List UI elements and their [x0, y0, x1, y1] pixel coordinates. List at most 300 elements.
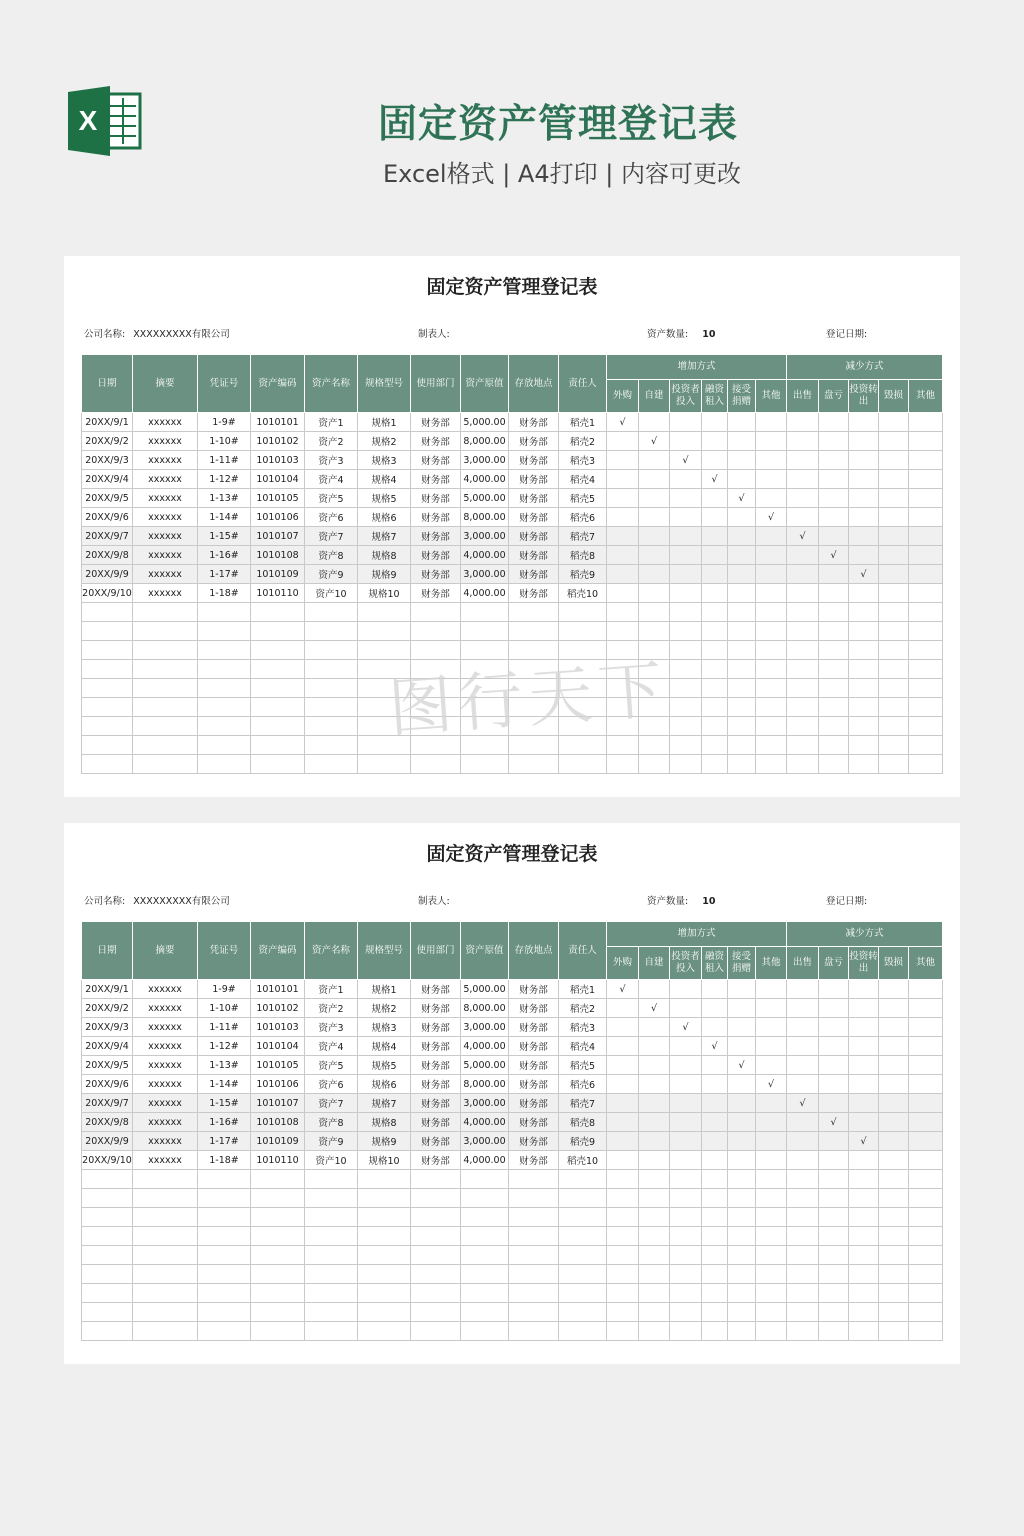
- cell-increase-method[interactable]: [670, 980, 702, 999]
- cell-code[interactable]: 1010101: [251, 413, 305, 432]
- empty-cell[interactable]: [639, 736, 670, 755]
- cell-name[interactable]: 资产5: [305, 1056, 358, 1075]
- empty-cell[interactable]: [133, 622, 198, 641]
- empty-cell[interactable]: [251, 660, 305, 679]
- cell-date[interactable]: 20XX/9/6: [82, 1075, 133, 1094]
- cell-increase-method[interactable]: √: [639, 999, 670, 1018]
- empty-cell[interactable]: [509, 1265, 559, 1284]
- cell-summary[interactable]: xxxxxx: [133, 565, 198, 584]
- empty-cell[interactable]: [702, 755, 728, 774]
- empty-cell[interactable]: [849, 1208, 879, 1227]
- empty-cell[interactable]: [787, 1322, 819, 1341]
- cell-decrease-method[interactable]: [909, 1094, 943, 1113]
- cell-decrease-method[interactable]: [819, 1056, 849, 1075]
- cell-summary[interactable]: xxxxxx: [133, 546, 198, 565]
- empty-cell[interactable]: [559, 1303, 607, 1322]
- cell-voucher[interactable]: 1-16#: [198, 1113, 251, 1132]
- cell-increase-method[interactable]: [756, 546, 787, 565]
- empty-cell[interactable]: [756, 1189, 787, 1208]
- cell-increase-method[interactable]: [639, 1151, 670, 1170]
- empty-cell[interactable]: [509, 1227, 559, 1246]
- empty-cell[interactable]: [702, 1303, 728, 1322]
- empty-cell[interactable]: [411, 603, 461, 622]
- empty-cell[interactable]: [358, 622, 411, 641]
- empty-cell[interactable]: [879, 1227, 909, 1246]
- empty-cell[interactable]: [909, 641, 943, 660]
- empty-cell[interactable]: [251, 1189, 305, 1208]
- empty-cell[interactable]: [82, 717, 133, 736]
- empty-cell[interactable]: [819, 679, 849, 698]
- empty-cell[interactable]: [639, 755, 670, 774]
- cell-decrease-method[interactable]: [819, 413, 849, 432]
- empty-cell[interactable]: [509, 755, 559, 774]
- cell-increase-method[interactable]: [702, 527, 728, 546]
- cell-decrease-method[interactable]: [909, 565, 943, 584]
- cell-location[interactable]: 财务部: [509, 1132, 559, 1151]
- empty-cell[interactable]: [787, 660, 819, 679]
- empty-cell[interactable]: [411, 1227, 461, 1246]
- cell-decrease-method[interactable]: [787, 584, 819, 603]
- cell-voucher[interactable]: 1-13#: [198, 489, 251, 508]
- empty-cell[interactable]: [639, 1265, 670, 1284]
- empty-cell[interactable]: [702, 1227, 728, 1246]
- empty-cell[interactable]: [198, 698, 251, 717]
- cell-increase-method[interactable]: [728, 451, 756, 470]
- empty-cell[interactable]: [461, 1189, 509, 1208]
- empty-cell[interactable]: [702, 1208, 728, 1227]
- empty-cell[interactable]: [607, 1170, 639, 1189]
- empty-cell[interactable]: [849, 641, 879, 660]
- cell-date[interactable]: 20XX/9/6: [82, 508, 133, 527]
- cell-date[interactable]: 20XX/9/8: [82, 546, 133, 565]
- cell-increase-method[interactable]: √: [756, 508, 787, 527]
- cell-increase-method[interactable]: [607, 1018, 639, 1037]
- empty-cell[interactable]: [756, 1303, 787, 1322]
- empty-cell[interactable]: [82, 660, 133, 679]
- empty-cell[interactable]: [509, 1322, 559, 1341]
- empty-cell[interactable]: [670, 1303, 702, 1322]
- cell-decrease-method[interactable]: [819, 527, 849, 546]
- empty-cell[interactable]: [819, 641, 849, 660]
- cell-name[interactable]: 资产3: [305, 451, 358, 470]
- cell-decrease-method[interactable]: [909, 546, 943, 565]
- cell-decrease-method[interactable]: [879, 527, 909, 546]
- cell-date[interactable]: 20XX/9/3: [82, 1018, 133, 1037]
- cell-value[interactable]: 3,000.00: [461, 1018, 509, 1037]
- empty-cell[interactable]: [82, 1246, 133, 1265]
- cell-dept[interactable]: 财务部: [411, 1151, 461, 1170]
- cell-decrease-method[interactable]: [819, 1132, 849, 1151]
- empty-cell[interactable]: [849, 736, 879, 755]
- cell-increase-method[interactable]: [702, 1075, 728, 1094]
- cell-value[interactable]: 4,000.00: [461, 1151, 509, 1170]
- empty-cell[interactable]: [819, 1227, 849, 1246]
- cell-increase-method[interactable]: √: [670, 1018, 702, 1037]
- cell-code[interactable]: 1010108: [251, 1113, 305, 1132]
- cell-decrease-method[interactable]: [909, 413, 943, 432]
- cell-date[interactable]: 20XX/9/8: [82, 1113, 133, 1132]
- empty-cell[interactable]: [639, 1170, 670, 1189]
- cell-spec[interactable]: 规格9: [358, 1132, 411, 1151]
- empty-cell[interactable]: [909, 679, 943, 698]
- empty-cell[interactable]: [133, 1265, 198, 1284]
- cell-increase-method[interactable]: √: [702, 470, 728, 489]
- empty-cell[interactable]: [702, 622, 728, 641]
- empty-cell[interactable]: [756, 1170, 787, 1189]
- empty-cell[interactable]: [411, 1170, 461, 1189]
- empty-cell[interactable]: [358, 755, 411, 774]
- empty-cell[interactable]: [879, 698, 909, 717]
- empty-cell[interactable]: [728, 1265, 756, 1284]
- cell-increase-method[interactable]: [607, 527, 639, 546]
- cell-spec[interactable]: 规格8: [358, 1113, 411, 1132]
- empty-cell[interactable]: [411, 1284, 461, 1303]
- empty-cell[interactable]: [559, 1227, 607, 1246]
- empty-cell[interactable]: [461, 1284, 509, 1303]
- empty-cell[interactable]: [82, 603, 133, 622]
- cell-summary[interactable]: xxxxxx: [133, 527, 198, 546]
- empty-cell[interactable]: [251, 736, 305, 755]
- cell-name[interactable]: 资产6: [305, 508, 358, 527]
- empty-cell[interactable]: [879, 641, 909, 660]
- cell-owner[interactable]: 稻壳9: [559, 1132, 607, 1151]
- cell-voucher[interactable]: 1-12#: [198, 470, 251, 489]
- cell-increase-method[interactable]: [607, 1037, 639, 1056]
- empty-cell[interactable]: [670, 660, 702, 679]
- cell-increase-method[interactable]: [702, 508, 728, 527]
- empty-cell[interactable]: [639, 622, 670, 641]
- empty-cell[interactable]: [787, 755, 819, 774]
- empty-cell[interactable]: [849, 660, 879, 679]
- empty-cell[interactable]: [251, 1208, 305, 1227]
- cell-date[interactable]: 20XX/9/2: [82, 999, 133, 1018]
- empty-cell[interactable]: [198, 1265, 251, 1284]
- empty-cell[interactable]: [670, 1265, 702, 1284]
- empty-cell[interactable]: [849, 755, 879, 774]
- empty-cell[interactable]: [411, 1322, 461, 1341]
- cell-summary[interactable]: xxxxxx: [133, 1094, 198, 1113]
- cell-increase-method[interactable]: [607, 546, 639, 565]
- empty-cell[interactable]: [607, 1208, 639, 1227]
- cell-owner[interactable]: 稻壳7: [559, 527, 607, 546]
- cell-decrease-method[interactable]: [879, 489, 909, 508]
- empty-cell[interactable]: [305, 1303, 358, 1322]
- cell-increase-method[interactable]: [756, 980, 787, 999]
- empty-cell[interactable]: [728, 736, 756, 755]
- empty-cell[interactable]: [702, 603, 728, 622]
- cell-increase-method[interactable]: [756, 451, 787, 470]
- cell-dept[interactable]: 财务部: [411, 527, 461, 546]
- cell-decrease-method[interactable]: [909, 1132, 943, 1151]
- cell-decrease-method[interactable]: [787, 432, 819, 451]
- empty-cell[interactable]: [728, 1246, 756, 1265]
- cell-date[interactable]: 20XX/9/2: [82, 432, 133, 451]
- cell-increase-method[interactable]: [756, 489, 787, 508]
- cell-value[interactable]: 8,000.00: [461, 508, 509, 527]
- empty-cell[interactable]: [702, 679, 728, 698]
- cell-increase-method[interactable]: [639, 546, 670, 565]
- empty-cell[interactable]: [559, 1322, 607, 1341]
- cell-location[interactable]: 财务部: [509, 1113, 559, 1132]
- cell-increase-method[interactable]: [607, 470, 639, 489]
- cell-increase-method[interactable]: [639, 489, 670, 508]
- cell-increase-method[interactable]: [728, 584, 756, 603]
- empty-cell[interactable]: [909, 1227, 943, 1246]
- empty-cell[interactable]: [670, 1322, 702, 1341]
- cell-value[interactable]: 4,000.00: [461, 584, 509, 603]
- cell-name[interactable]: 资产5: [305, 489, 358, 508]
- cell-date[interactable]: 20XX/9/7: [82, 527, 133, 546]
- cell-voucher[interactable]: 1-11#: [198, 451, 251, 470]
- empty-cell[interactable]: [909, 736, 943, 755]
- empty-cell[interactable]: [787, 603, 819, 622]
- cell-increase-method[interactable]: [756, 584, 787, 603]
- cell-owner[interactable]: 稻壳2: [559, 432, 607, 451]
- cell-increase-method[interactable]: [670, 1113, 702, 1132]
- cell-decrease-method[interactable]: [909, 584, 943, 603]
- empty-cell[interactable]: [670, 1208, 702, 1227]
- empty-cell[interactable]: [849, 679, 879, 698]
- cell-dept[interactable]: 财务部: [411, 413, 461, 432]
- cell-decrease-method[interactable]: [879, 584, 909, 603]
- cell-dept[interactable]: 财务部: [411, 565, 461, 584]
- empty-cell[interactable]: [509, 603, 559, 622]
- cell-increase-method[interactable]: [639, 1075, 670, 1094]
- empty-cell[interactable]: [728, 1227, 756, 1246]
- cell-value[interactable]: 5,000.00: [461, 1056, 509, 1075]
- cell-date[interactable]: 20XX/9/5: [82, 489, 133, 508]
- cell-spec[interactable]: 规格3: [358, 451, 411, 470]
- cell-increase-method[interactable]: [639, 1018, 670, 1037]
- cell-summary[interactable]: xxxxxx: [133, 489, 198, 508]
- cell-value[interactable]: 3,000.00: [461, 565, 509, 584]
- cell-increase-method[interactable]: [670, 584, 702, 603]
- cell-dept[interactable]: 财务部: [411, 451, 461, 470]
- empty-cell[interactable]: [133, 698, 198, 717]
- cell-value[interactable]: 8,000.00: [461, 1075, 509, 1094]
- empty-cell[interactable]: [133, 1303, 198, 1322]
- cell-decrease-method[interactable]: [849, 451, 879, 470]
- empty-cell[interactable]: [787, 698, 819, 717]
- cell-summary[interactable]: xxxxxx: [133, 1113, 198, 1132]
- empty-cell[interactable]: [702, 698, 728, 717]
- cell-increase-method[interactable]: [702, 980, 728, 999]
- cell-voucher[interactable]: 1-15#: [198, 527, 251, 546]
- cell-decrease-method[interactable]: [819, 1151, 849, 1170]
- empty-cell[interactable]: [509, 1303, 559, 1322]
- cell-summary[interactable]: xxxxxx: [133, 1132, 198, 1151]
- cell-owner[interactable]: 稻壳3: [559, 451, 607, 470]
- cell-decrease-method[interactable]: [849, 508, 879, 527]
- cell-decrease-method[interactable]: [787, 1075, 819, 1094]
- cell-spec[interactable]: 规格10: [358, 1151, 411, 1170]
- cell-increase-method[interactable]: [702, 1018, 728, 1037]
- cell-code[interactable]: 1010105: [251, 1056, 305, 1075]
- empty-cell[interactable]: [819, 603, 849, 622]
- cell-decrease-method[interactable]: [849, 1151, 879, 1170]
- cell-location[interactable]: 财务部: [509, 1018, 559, 1037]
- empty-cell[interactable]: [909, 622, 943, 641]
- empty-cell[interactable]: [82, 1265, 133, 1284]
- empty-cell[interactable]: [305, 1170, 358, 1189]
- cell-voucher[interactable]: 1-14#: [198, 1075, 251, 1094]
- cell-value[interactable]: 4,000.00: [461, 1113, 509, 1132]
- cell-value[interactable]: 5,000.00: [461, 413, 509, 432]
- empty-cell[interactable]: [756, 736, 787, 755]
- cell-dept[interactable]: 财务部: [411, 980, 461, 999]
- cell-increase-method[interactable]: [728, 470, 756, 489]
- cell-increase-method[interactable]: [756, 470, 787, 489]
- cell-owner[interactable]: 稻壳10: [559, 1151, 607, 1170]
- empty-cell[interactable]: [411, 1303, 461, 1322]
- cell-increase-method[interactable]: [639, 413, 670, 432]
- cell-summary[interactable]: xxxxxx: [133, 1151, 198, 1170]
- cell-increase-method[interactable]: [670, 1056, 702, 1075]
- cell-increase-method[interactable]: [670, 413, 702, 432]
- empty-cell[interactable]: [509, 622, 559, 641]
- empty-cell[interactable]: [909, 698, 943, 717]
- empty-cell[interactable]: [251, 641, 305, 660]
- cell-increase-method[interactable]: [756, 432, 787, 451]
- empty-cell[interactable]: [879, 1170, 909, 1189]
- empty-cell[interactable]: [251, 1227, 305, 1246]
- cell-decrease-method[interactable]: [819, 470, 849, 489]
- empty-cell[interactable]: [607, 1227, 639, 1246]
- cell-summary[interactable]: xxxxxx: [133, 1075, 198, 1094]
- cell-increase-method[interactable]: [728, 1094, 756, 1113]
- cell-increase-method[interactable]: [728, 565, 756, 584]
- empty-cell[interactable]: [607, 1246, 639, 1265]
- cell-value[interactable]: 3,000.00: [461, 451, 509, 470]
- empty-cell[interactable]: [819, 660, 849, 679]
- cell-increase-method[interactable]: √: [670, 451, 702, 470]
- empty-cell[interactable]: [819, 755, 849, 774]
- cell-summary[interactable]: xxxxxx: [133, 413, 198, 432]
- empty-cell[interactable]: [607, 603, 639, 622]
- empty-cell[interactable]: [509, 1189, 559, 1208]
- cell-date[interactable]: 20XX/9/10: [82, 584, 133, 603]
- empty-cell[interactable]: [702, 641, 728, 660]
- cell-increase-method[interactable]: [702, 999, 728, 1018]
- cell-value[interactable]: 3,000.00: [461, 1094, 509, 1113]
- empty-cell[interactable]: [728, 717, 756, 736]
- empty-cell[interactable]: [509, 1170, 559, 1189]
- cell-increase-method[interactable]: [702, 451, 728, 470]
- empty-cell[interactable]: [133, 641, 198, 660]
- empty-cell[interactable]: [909, 1170, 943, 1189]
- empty-cell[interactable]: [819, 1284, 849, 1303]
- cell-name[interactable]: 资产6: [305, 1075, 358, 1094]
- empty-cell[interactable]: [358, 1284, 411, 1303]
- cell-decrease-method[interactable]: [819, 1037, 849, 1056]
- cell-decrease-method[interactable]: [849, 527, 879, 546]
- empty-cell[interactable]: [461, 622, 509, 641]
- empty-cell[interactable]: [251, 717, 305, 736]
- cell-increase-method[interactable]: [639, 527, 670, 546]
- cell-decrease-method[interactable]: [879, 1132, 909, 1151]
- empty-cell[interactable]: [670, 736, 702, 755]
- empty-cell[interactable]: [756, 1227, 787, 1246]
- empty-cell[interactable]: [728, 1303, 756, 1322]
- cell-increase-method[interactable]: √: [702, 1037, 728, 1056]
- empty-cell[interactable]: [559, 603, 607, 622]
- empty-cell[interactable]: [728, 641, 756, 660]
- empty-cell[interactable]: [879, 1189, 909, 1208]
- empty-cell[interactable]: [909, 660, 943, 679]
- cell-decrease-method[interactable]: [849, 1075, 879, 1094]
- cell-decrease-method[interactable]: [849, 1018, 879, 1037]
- cell-location[interactable]: 财务部: [509, 980, 559, 999]
- empty-cell[interactable]: [358, 1322, 411, 1341]
- cell-decrease-method[interactable]: [787, 1018, 819, 1037]
- cell-name[interactable]: 资产2: [305, 999, 358, 1018]
- cell-spec[interactable]: 规格6: [358, 508, 411, 527]
- empty-cell[interactable]: [305, 1189, 358, 1208]
- cell-code[interactable]: 1010109: [251, 565, 305, 584]
- empty-cell[interactable]: [461, 755, 509, 774]
- cell-decrease-method[interactable]: [879, 1056, 909, 1075]
- cell-code[interactable]: 1010102: [251, 999, 305, 1018]
- cell-owner[interactable]: 稻壳7: [559, 1094, 607, 1113]
- empty-cell[interactable]: [639, 1303, 670, 1322]
- empty-cell[interactable]: [787, 641, 819, 660]
- cell-increase-method[interactable]: √: [607, 980, 639, 999]
- empty-cell[interactable]: [133, 1189, 198, 1208]
- empty-cell[interactable]: [305, 603, 358, 622]
- empty-cell[interactable]: [411, 755, 461, 774]
- empty-cell[interactable]: [559, 1189, 607, 1208]
- cell-name[interactable]: 资产7: [305, 527, 358, 546]
- empty-cell[interactable]: [358, 1189, 411, 1208]
- empty-cell[interactable]: [461, 603, 509, 622]
- empty-cell[interactable]: [728, 698, 756, 717]
- cell-code[interactable]: 1010102: [251, 432, 305, 451]
- cell-decrease-method[interactable]: [849, 470, 879, 489]
- cell-code[interactable]: 1010110: [251, 584, 305, 603]
- empty-cell[interactable]: [305, 641, 358, 660]
- cell-code[interactable]: 1010104: [251, 1037, 305, 1056]
- cell-date[interactable]: 20XX/9/1: [82, 980, 133, 999]
- empty-cell[interactable]: [82, 755, 133, 774]
- cell-increase-method[interactable]: [702, 413, 728, 432]
- empty-cell[interactable]: [358, 1246, 411, 1265]
- cell-increase-method[interactable]: [756, 1113, 787, 1132]
- cell-increase-method[interactable]: [639, 451, 670, 470]
- cell-code[interactable]: 1010101: [251, 980, 305, 999]
- cell-spec[interactable]: 规格4: [358, 1037, 411, 1056]
- cell-voucher[interactable]: 1-11#: [198, 1018, 251, 1037]
- cell-dept[interactable]: 财务部: [411, 1094, 461, 1113]
- empty-cell[interactable]: [879, 1265, 909, 1284]
- empty-cell[interactable]: [849, 1322, 879, 1341]
- cell-increase-method[interactable]: [756, 527, 787, 546]
- cell-increase-method[interactable]: [639, 1113, 670, 1132]
- cell-location[interactable]: 财务部: [509, 1037, 559, 1056]
- cell-increase-method[interactable]: [670, 1075, 702, 1094]
- empty-cell[interactable]: [670, 641, 702, 660]
- cell-value[interactable]: 4,000.00: [461, 470, 509, 489]
- empty-cell[interactable]: [670, 717, 702, 736]
- cell-dept[interactable]: 财务部: [411, 1056, 461, 1075]
- empty-cell[interactable]: [305, 717, 358, 736]
- cell-value[interactable]: 5,000.00: [461, 980, 509, 999]
- cell-decrease-method[interactable]: [879, 1151, 909, 1170]
- empty-cell[interactable]: [849, 603, 879, 622]
- cell-increase-method[interactable]: √: [607, 413, 639, 432]
- cell-decrease-method[interactable]: [787, 999, 819, 1018]
- empty-cell[interactable]: [849, 717, 879, 736]
- empty-cell[interactable]: [728, 1208, 756, 1227]
